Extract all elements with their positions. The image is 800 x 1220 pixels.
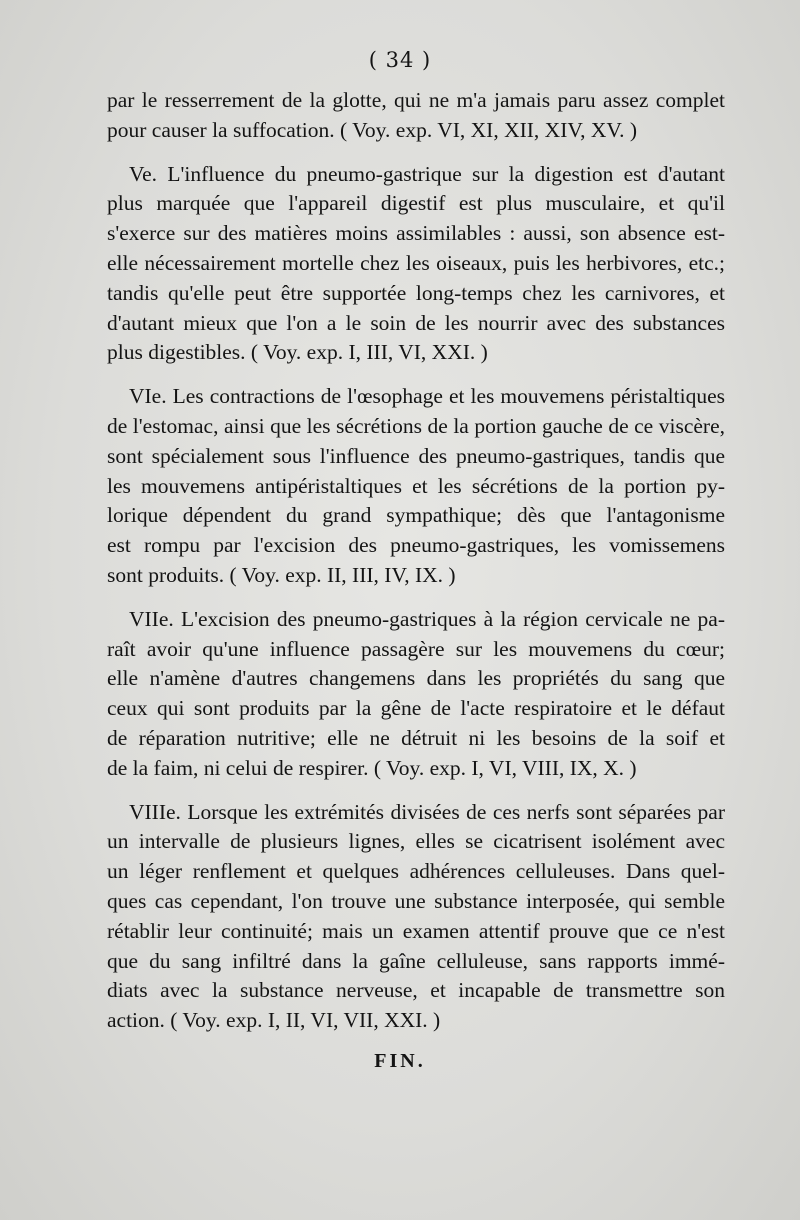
paragraph-viii xyxy=(107,798,725,1036)
text-line: diats avec la substance nerveuse, et incapable de transmettre son xyxy=(107,978,725,1003)
text-line: lorique dépendent du grand sympathique; dès que l'antagonisme xyxy=(107,503,725,528)
text-line: est rompu par l'excision des pneumo-gastriques, les vomissemens xyxy=(107,533,725,558)
page-number: ( 34 ) xyxy=(368,48,432,72)
text-line: de réparation nutritive; elle ne détruit ni les besoins de la soif et xyxy=(107,725,725,750)
text-line: les mouvemens antipéristaltiques et les sécrétions de la portion py- xyxy=(107,473,725,498)
text-line: de l'estomac, ainsi que les sécrétions de la portion gauche de ce viscère, xyxy=(107,413,725,438)
text-line: raît avoir qu'une influence passagère sur les mouvemens du cœur; xyxy=(107,636,725,661)
paragraph-v xyxy=(107,160,725,369)
paragraph-vii xyxy=(107,605,725,784)
text-line: tandis qu'elle peut être supportée long-temps chez les carnivores, et xyxy=(107,280,725,305)
text-line: de la faim, ni celui de respirer. ( Voy. exp. I, VI, VIII, IX, X. ) xyxy=(107,755,637,780)
text-line: sont spécialement sous l'influence des pneumo-gastriques, tandis que xyxy=(107,443,725,468)
paragraph-continuation xyxy=(107,86,725,146)
body-text xyxy=(107,86,725,1050)
text-line: ceux qui sont produits par la gêne de l'acte respiratoire et le défaut xyxy=(107,696,725,721)
text-line: par le resserrement de la glotte, qui ne m'a jamais paru assez complet xyxy=(107,88,725,112)
text-line: un léger renflement et quelques adhérences celluleuses. Dans quel- xyxy=(107,859,725,884)
text-line: plus marquée que l'appareil digestif est plus musculaire, et qu'il xyxy=(107,191,725,216)
text-line: Ve. L'influence du pneumo-gastrique sur la digestion est d'autant xyxy=(129,161,725,186)
text-line: d'autant mieux que l'on a le soin de les nourrir avec des substances xyxy=(107,310,725,335)
text-line: pour causer la suffocation. ( Voy. exp. VI, XI, XII, XIV, XV. ) xyxy=(107,117,638,142)
text-line: sont produits. ( Voy. exp. II, III, IV, IX. ) xyxy=(107,562,456,587)
text-line: elle nécessairement mortelle chez les oiseaux, puis les herbivores, etc.; xyxy=(107,250,725,275)
text-line: VIIIe. Lorsque les extrémités divisées de ces nerfs sont séparées par xyxy=(129,799,725,824)
text-line: VIe. Les contractions de l'œsophage et les mouvemens péristaltiques xyxy=(129,384,725,409)
closing-fin: FIN. xyxy=(374,1050,426,1072)
text-line: un intervalle de plusieurs lignes, elles se cicatrisent isolément avec xyxy=(107,829,725,854)
text-line: VIIe. L'excision des pneumo-gastriques à la région cervicale ne pa- xyxy=(129,606,725,631)
text-line: elle n'amène d'autres changemens dans les propriétés du sang que xyxy=(107,666,725,691)
paragraph-vi xyxy=(107,382,725,591)
text-line: que du sang infiltré dans la gaîne celluleuse, sans rapports immé- xyxy=(107,948,725,973)
text-line: action. ( Voy. exp. I, II, VI, VII, XXI. ) xyxy=(107,1008,441,1033)
text-line: s'exerce sur des matières moins assimilables : aussi, son absence est- xyxy=(107,221,725,246)
text-line: rétablir leur continuité; mais un examen attentif prouve que ce n'est xyxy=(107,918,725,943)
text-line: plus digestibles. ( Voy. exp. I, III, VI, XXI. ) xyxy=(107,340,488,365)
text-line: ques cas cependant, l'on trouve une substance interposée, qui semble xyxy=(107,888,725,913)
